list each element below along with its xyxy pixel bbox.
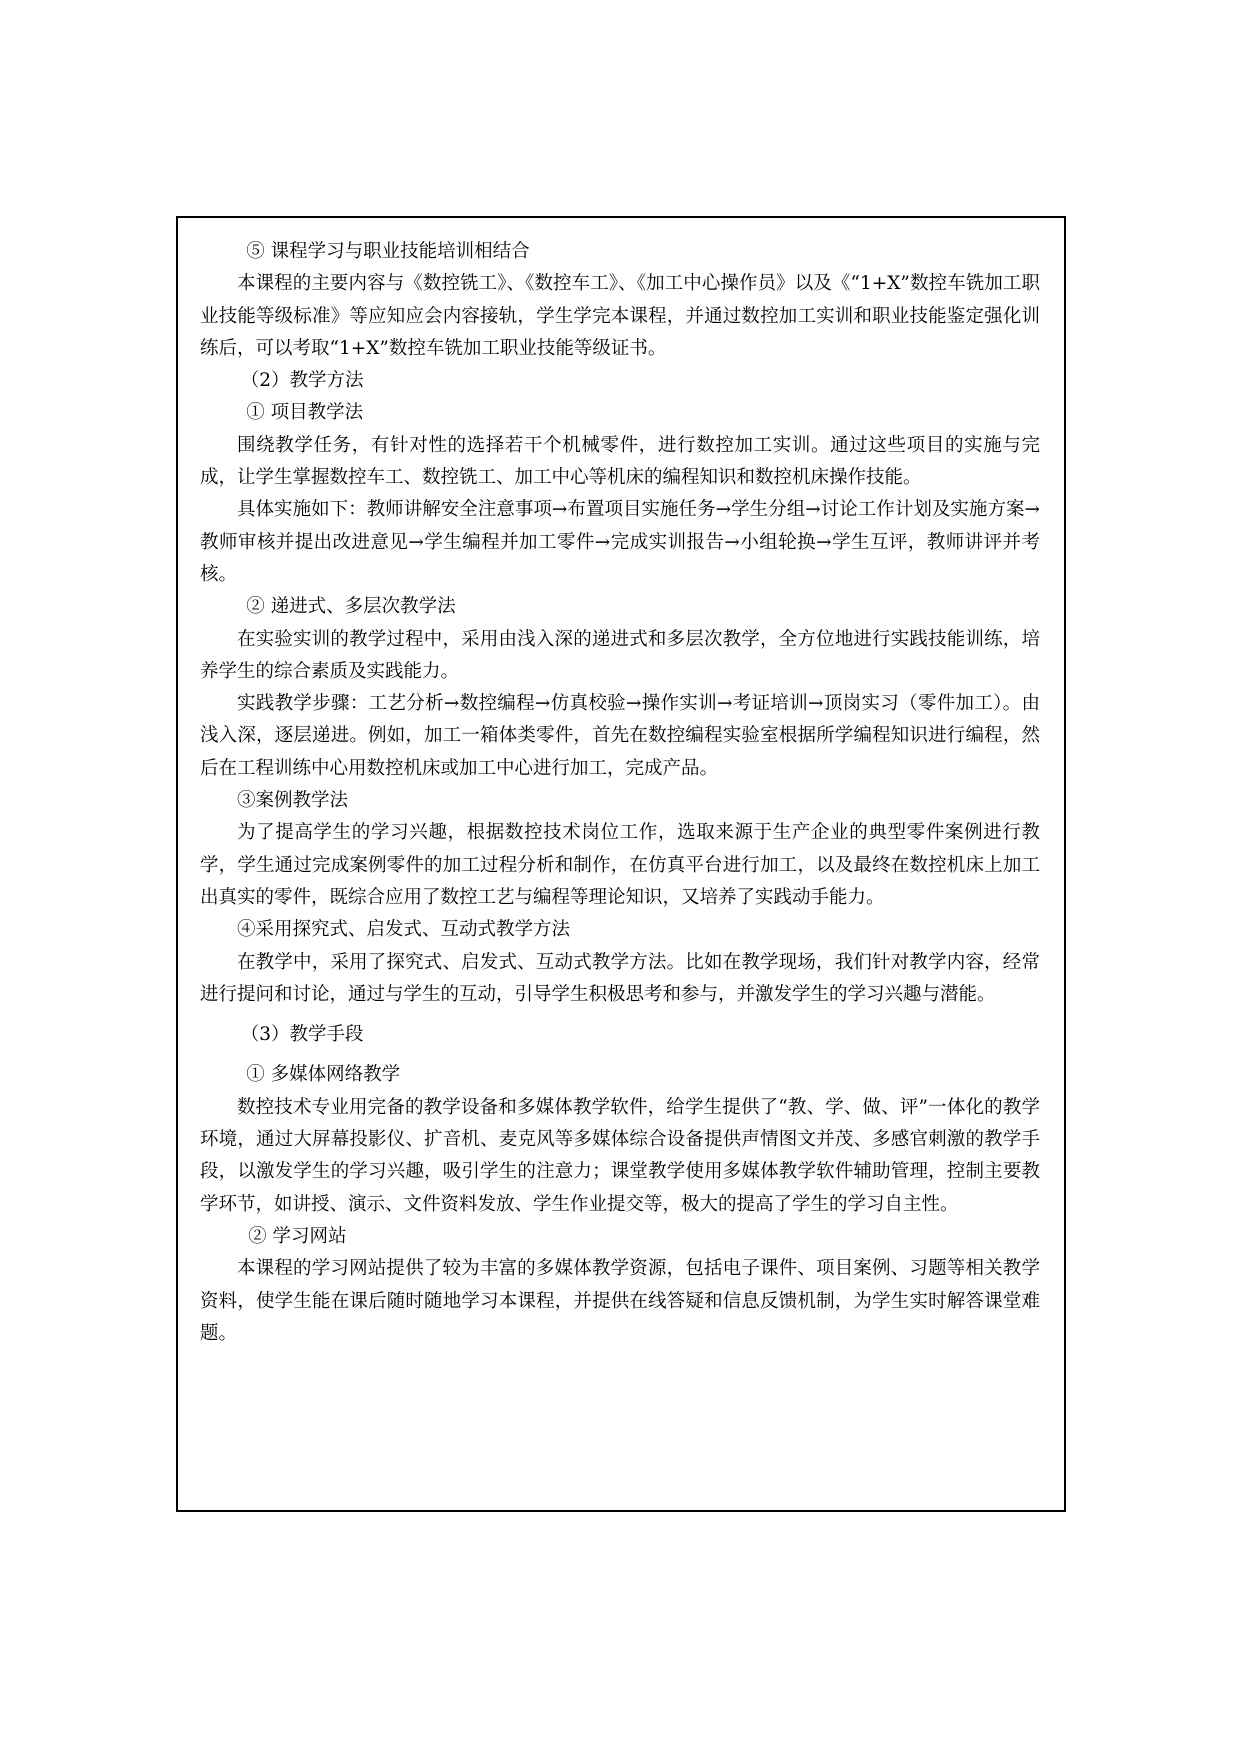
paragraph-practice-steps: 实践教学步骤：工艺分析→数控编程→仿真校验→操作实训→考证培训→顶岗实习（零件加工）。由浅入深，逐层递进。例如，加工一箱体类零件，首先在数控编程实验室根据所学编程知识进行编程，然后在工程训练中心用数控机床或加工中心进行加工，完成产品。 (200, 693, 1040, 779)
heading-project-method: ① 项目教学法 (246, 402, 364, 424)
paragraph-multimedia: 数控技术专业用完备的教学设备和多媒体教学软件，给学生提供了“教、学、做、评”一体化的教学环境，通过大屏幕投影仪、扩音机、麦克风等多媒体综合设备提供声情图文并茂、多感官刺激的教学手段，以激发学生的学习兴趣，吸引学生的注意力；课堂教学使用多媒体教学软件辅助管理，控制主要教学环节，如讲授、演示、文件资料发放、学生作业提交等，极大的提高了学生的学习自主性。 (200, 1096, 1040, 1215)
heading-teaching-means: （3）教学手段 (240, 1024, 364, 1046)
heading-career-skills: ⑤ 课程学习与职业技能培训相结合 (246, 241, 530, 262)
heading-case-method: ③案例教学法 (237, 790, 349, 812)
paragraph-case-method: 为了提高学生的学习兴趣，根据数控技术岗位工作，选取来源于生产企业的典型零件案例进行教学，学生通过完成案例零件的加工过程分析和制作，在仿真平台进行加工，以及最终在数控机床上加工出真实的零件，既综合应用了数控工艺与编程等理论知识，又培养了实践动手能力。 (200, 822, 1040, 908)
heading-teaching-methods: （2）教学方法 (240, 370, 364, 392)
document-body (200, 236, 1040, 1350)
paragraph-progressive-method: 在实验实训的教学过程中，采用由浅入深的递进式和多层次教学，全方位地进行实践技能训练，培养学生的综合素质及实践能力。 (200, 628, 1040, 682)
paragraph-interactive-method: 在教学中，采用了探究式、启发式、互动式教学方法。比如在教学现场，我们针对教学内容，经常进行提问和讨论，通过与学生的互动，引导学生积极思考和参与，并激发学生的学习兴趣与潜能。 (200, 951, 1040, 1005)
heading-interactive-method: ④采用探究式、启发式、互动式教学方法 (237, 919, 571, 941)
content-frame (176, 216, 1066, 1512)
paragraph-project-steps: 具体实施如下：教师讲解安全注意事项→布置项目实施任务→学生分组→讨论工作计划及实施方案→教师审核并提出改进意见→学生编程并加工零件→完成实训报告→小组轮换→学生互评，教师讲评并考核。 (200, 499, 1040, 585)
paragraph-career-skills: 本课程的主要内容与《数控铣工》、《数控车工》、《加工中心操作员》以及《“1+X”数控车铣加工职业技能等级标准》等应知应会内容接轨，学生学完本课程，并通过数控加工实训和职业技能鉴定强化训练后，可以考取“1+X”数控车铣加工职业技能等级证书。 (200, 273, 1040, 359)
paragraph-website: 本课程的学习网站提供了较为丰富的多媒体教学资源，包括电子课件、项目案例、习题等相关教学资料，使学生能在课后随时随地学习本课程，并提供在线答疑和信息反馈机制，为学生实时解答课堂难题。 (200, 1258, 1040, 1344)
paragraph-project-method: 围绕教学任务，有针对性的选择若干个机械零件，进行数控加工实训。通过这些项目的实施与完成，让学生掌握数控车工、数控铣工、加工中心等机床的编程知识和数控机床操作技能。 (200, 434, 1040, 489)
heading-website: ② 学习网站 (248, 1225, 347, 1247)
heading-progressive-method: ② 递进式、多层次教学法 (246, 596, 456, 618)
heading-multimedia: ① 多媒体网络教学 (246, 1064, 401, 1086)
